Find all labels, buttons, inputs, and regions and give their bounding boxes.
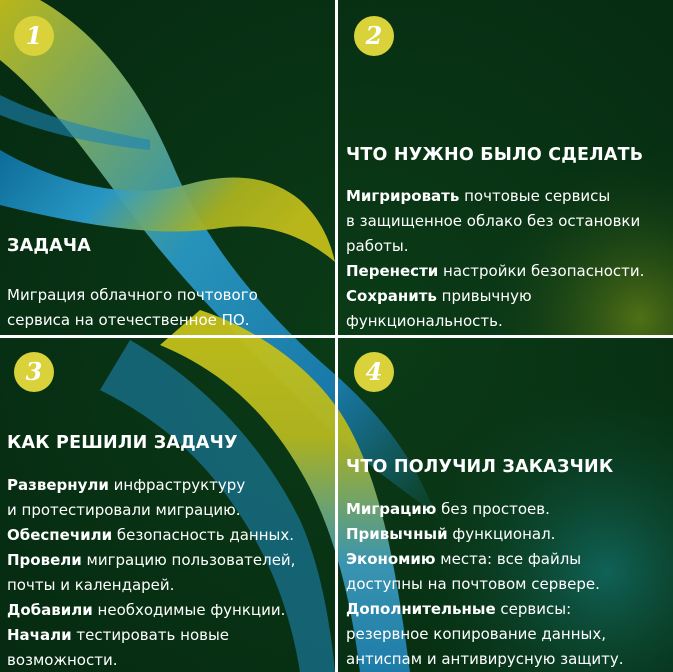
panel-title: КАК РЕШИЛИ ЗАДАЧУ <box>7 433 238 453</box>
highlight-word: Развернули <box>7 476 109 494</box>
highlight-word: Привычный <box>346 525 448 543</box>
text-line <box>346 597 624 622</box>
text-line <box>346 184 644 209</box>
text-line <box>346 572 624 597</box>
panel-body <box>346 497 624 672</box>
panel-client-got <box>338 338 673 672</box>
text-line <box>7 623 295 648</box>
text-segment: настройки безопасности. <box>438 262 645 280</box>
panel-title: ЗАДАЧА <box>7 236 91 256</box>
step-number-badge: 3 <box>14 352 54 392</box>
panel-body <box>346 184 644 334</box>
step-number-badge: 2 <box>354 16 394 56</box>
text-line <box>346 234 644 259</box>
text-segment: безопасность данных. <box>112 526 295 544</box>
step-number-badge: 1 <box>14 16 54 56</box>
text-segment: миграцию пользователей, <box>81 551 296 569</box>
text-segment: почтовые сервисы <box>459 187 611 205</box>
text-segment: тестировать новые <box>71 626 230 644</box>
text-line <box>346 284 644 309</box>
text-line <box>346 259 644 284</box>
text-line <box>7 498 295 523</box>
highlight-word: Обеспечили <box>7 526 113 544</box>
text-line <box>7 548 295 573</box>
panel-what-needed <box>338 0 673 335</box>
text-line <box>346 522 624 547</box>
text-segment: резервное копирование данных, <box>346 625 607 643</box>
panel-body <box>7 473 295 672</box>
text-segment: инфраструктуру <box>108 476 246 494</box>
text-line <box>346 647 624 672</box>
text-line <box>346 497 624 522</box>
highlight-word: Начали <box>7 626 72 644</box>
text-segment: и протестировали миграцию. <box>7 501 241 519</box>
text-segment: функционал. <box>447 525 556 543</box>
panel-title: ЧТО ПОЛУЧИЛ ЗАКАЗЧИК <box>346 457 614 477</box>
text-segment: сервиса на отечественное ПО. <box>7 311 250 329</box>
text-segment: антиспам и антивирусную защиту. <box>346 650 624 668</box>
panel-task <box>0 0 335 335</box>
text-line <box>346 622 624 647</box>
text-segment: работы. <box>346 237 409 255</box>
text-segment: привычную <box>436 287 532 305</box>
text-line <box>346 547 624 572</box>
highlight-word: Миграцию <box>346 500 437 518</box>
highlight-word: Перенести <box>346 262 439 280</box>
text-segment: сервисы: <box>495 600 572 618</box>
highlight-word: Добавили <box>7 601 93 619</box>
text-segment: без простоев. <box>436 500 550 518</box>
text-line <box>7 598 295 623</box>
text-line <box>7 523 295 548</box>
text-line <box>346 209 644 234</box>
highlight-word: Провели <box>7 551 82 569</box>
panel-title: ЧТО НУЖНО БЫЛО СДЕЛАТЬ <box>346 145 644 165</box>
step-number-badge: 4 <box>354 352 394 392</box>
panel-body <box>7 283 258 333</box>
text-segment: доступны на почтовом сервере. <box>346 575 600 593</box>
text-segment: необходимые функции. <box>92 601 286 619</box>
panel-how-solved <box>0 338 335 672</box>
text-line <box>7 308 258 333</box>
highlight-word: Дополнительные <box>346 600 496 618</box>
highlight-word: Экономию <box>346 550 436 568</box>
highlight-word: Сохранить <box>346 287 437 305</box>
text-line <box>346 309 644 334</box>
text-segment: Миграция облачного почтового <box>7 286 258 304</box>
text-segment: в защищенное облако без остановки <box>346 212 641 230</box>
text-segment: места: все файлы <box>435 550 582 568</box>
text-segment: почты и календарей. <box>7 576 175 594</box>
highlight-word: Мигрировать <box>346 187 460 205</box>
text-segment: функциональность. <box>346 312 503 330</box>
text-line <box>7 573 295 598</box>
text-line <box>7 648 295 672</box>
text-segment: возможности. <box>7 651 118 669</box>
text-line <box>7 283 258 308</box>
text-line <box>7 473 295 498</box>
